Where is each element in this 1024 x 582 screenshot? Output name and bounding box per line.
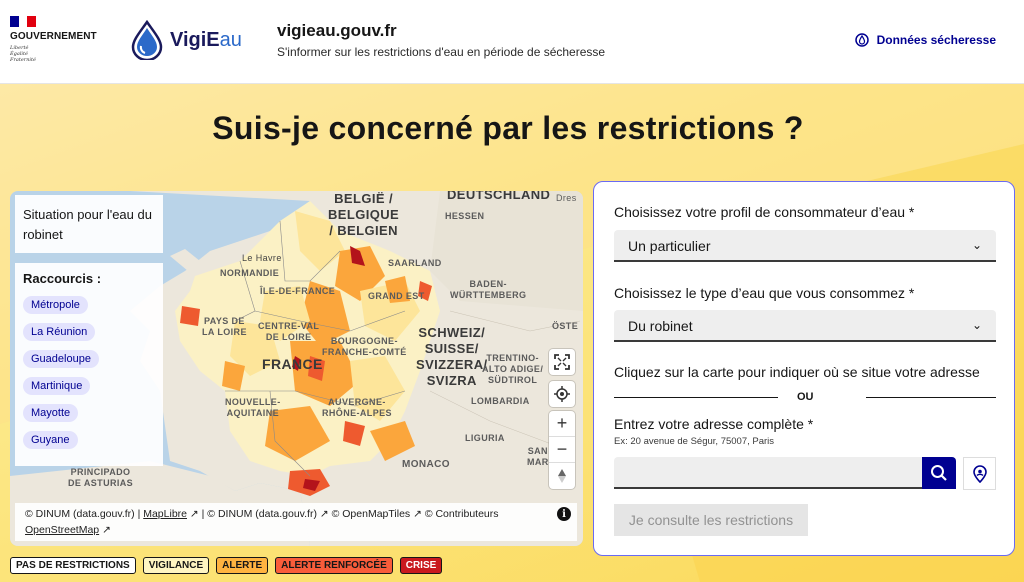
zoom-out-button[interactable]	[549, 437, 575, 463]
map-label-saarland: SAARLAND	[388, 258, 442, 268]
map-label-nouvelle-aquitaine: NOUVELLE- AQUITAINE	[225, 397, 281, 418]
profile-select[interactable]	[614, 230, 996, 262]
or-separator: OU	[797, 391, 814, 403]
water-drop-icon	[130, 20, 164, 60]
external-link-icon: ↗	[189, 508, 199, 520]
vigieau-logo[interactable]	[130, 20, 242, 60]
government-logo[interactable]	[10, 16, 110, 63]
government-name: GOUVERNEMENT	[10, 31, 97, 42]
map-label-centre: CENTRE-VAL DE LOIRE	[258, 321, 320, 342]
maplibre-link[interactable]: MapLibre	[143, 508, 187, 520]
address-input[interactable]	[614, 457, 923, 489]
plus-icon: +	[556, 413, 568, 433]
location-pin-icon	[972, 465, 988, 483]
search-icon	[930, 464, 948, 482]
legend-alerte: ALERTE	[216, 557, 268, 574]
shortcut-guyane[interactable]: Guyane	[23, 431, 78, 449]
compass-icon	[557, 468, 567, 484]
map-label-deutschland: DEUTSCHLAND	[447, 191, 551, 202]
page-title: Suis-je concerné par les restrictions ?	[212, 110, 804, 146]
shortcut-metropole[interactable]: Métropole	[23, 296, 88, 314]
attribution-info-icon[interactable]: i	[557, 507, 571, 521]
geolocate-map-button[interactable]	[549, 381, 575, 407]
openmaptiles-link[interactable]: © OpenMapTiles	[331, 508, 411, 520]
zoom-controls	[549, 411, 575, 489]
shortcuts-title: Raccourcis :	[23, 271, 102, 286]
map-label-trentino: TRENTINO- ALTO ADIGE/ SÜDTIROL	[482, 353, 544, 385]
fullscreen-button[interactable]	[549, 349, 575, 375]
map-label-oste: ÖSTE	[552, 321, 579, 331]
click-map-instruction: Cliquez sur la carte pour indiquer où se situe votre adresse	[614, 364, 980, 380]
water-situation-panel: Situation pour l'eau du robinet	[15, 195, 163, 253]
geolocate-address-button[interactable]	[963, 457, 996, 490]
map-label-dres: Dres	[556, 193, 577, 203]
french-flag-icon	[10, 16, 36, 27]
profile-label: Choisissez votre profil de consommateur d’eau *	[614, 204, 915, 220]
consult-restrictions-button[interactable]: Je consulte les restrictions	[614, 504, 808, 536]
attribution-dinum: | © DINUM (data.gouv.fr)	[201, 508, 317, 520]
locate-icon	[554, 386, 570, 402]
map-attribution	[15, 503, 577, 541]
divider-left	[614, 397, 778, 398]
map-label-belgie: BELGIË / BELGIQUE / BELGIEN	[328, 191, 400, 238]
external-link-icon: ↗	[102, 524, 111, 536]
map-label-liguria: LIGURIA	[465, 433, 505, 443]
reset-bearing-button[interactable]	[549, 463, 575, 489]
minus-icon: −	[556, 439, 568, 459]
chevron-down-icon: ⌄	[971, 238, 982, 252]
site-title[interactable]: vigieau.gouv.fr	[277, 21, 397, 40]
donnees-secheresse-link[interactable]: Données sécheresse	[855, 33, 996, 47]
map-label-le-havre: Le Havre	[242, 253, 282, 263]
legend-alerte-renforcee: ALERTE RENFORCÉE	[275, 557, 393, 574]
site-header	[0, 0, 1024, 84]
map-label-auvergne: AUVERGNE- RHÔNE-ALPES	[322, 397, 392, 418]
map-label-ile-de-france: ÎLE-DE-FRANCE	[260, 286, 336, 296]
shortcut-martinique[interactable]: Martinique	[23, 377, 90, 395]
map-label-principado: PRINCIPADO DE ASTURIAS	[68, 467, 134, 488]
map-label-france: FRANCE	[262, 356, 323, 372]
site-tagline: S'informer sur les restrictions d'eau en période de sécheresse	[277, 45, 606, 59]
map-label-pays-de-la-loire: PAYS DE LA LOIRE	[202, 316, 247, 337]
shortcut-mayotte[interactable]: Mayotte	[23, 404, 78, 422]
map-label-baden: BADEN- WÜRTTEMBERG	[450, 279, 527, 300]
water-type-selected-value: Du robinet	[628, 318, 693, 334]
legend-crise: CRISE	[400, 557, 443, 574]
map-label-san-ma: SAN MAR	[527, 446, 549, 467]
legend-pas-de-restrictions: PAS DE RESTRICTIONS	[10, 557, 136, 574]
map-label-monaco: MONACO	[402, 459, 450, 470]
restrictions-map[interactable]	[10, 191, 583, 546]
map-label-schweiz: SCHWEIZ/ SUISSE/ SVIZZERA/ SVIZRA	[416, 325, 488, 388]
government-motto: Liberté Égalité Fraternité	[10, 45, 36, 63]
divider-right	[866, 397, 996, 398]
address-label: Entrez votre adresse complète *	[614, 416, 814, 432]
zoom-in-button[interactable]	[549, 411, 575, 437]
legend-vigilance: VIGILANCE	[143, 557, 209, 574]
shortcuts-panel	[15, 263, 163, 466]
map-label-grand-est: GRAND EST	[368, 291, 425, 301]
drought-data-icon	[855, 33, 869, 47]
address-search-button[interactable]	[922, 457, 956, 489]
external-link-icon: ↗	[413, 508, 422, 520]
water-type-select[interactable]	[614, 310, 996, 342]
map-label-hessen: HESSEN	[445, 211, 485, 221]
map-label-normandie: NORMANDIE	[220, 268, 280, 278]
openstreetmap-link[interactable]: OpenStreetMap	[25, 524, 100, 536]
profile-selected-value: Un particulier	[628, 238, 711, 254]
restriction-form	[593, 181, 1015, 556]
external-link-icon: ↗	[319, 508, 329, 520]
contributeurs-link[interactable]: © Contributeurs	[424, 508, 499, 520]
water-type-label: Choisissez le type d’eau que vous consommez *	[614, 285, 915, 301]
attribution-prefix: © DINUM (data.gouv.fr) |	[25, 508, 141, 520]
shortcut-guadeloupe[interactable]: Guadeloupe	[23, 350, 99, 368]
chevron-down-icon: ⌄	[971, 318, 982, 332]
map-label-bourgogne: BOURGOGNE- FRANCHE-COMTÉ	[322, 336, 407, 357]
map-label-lombardia: LOMBARDIA	[471, 396, 530, 406]
shortcut-la-reunion[interactable]: La Réunion	[23, 323, 95, 341]
app-name: VigiEau	[170, 28, 242, 51]
address-hint: Ex: 20 avenue de Ségur, 75007, Paris	[614, 436, 775, 447]
fullscreen-icon	[554, 354, 570, 370]
restriction-legend	[10, 557, 442, 574]
